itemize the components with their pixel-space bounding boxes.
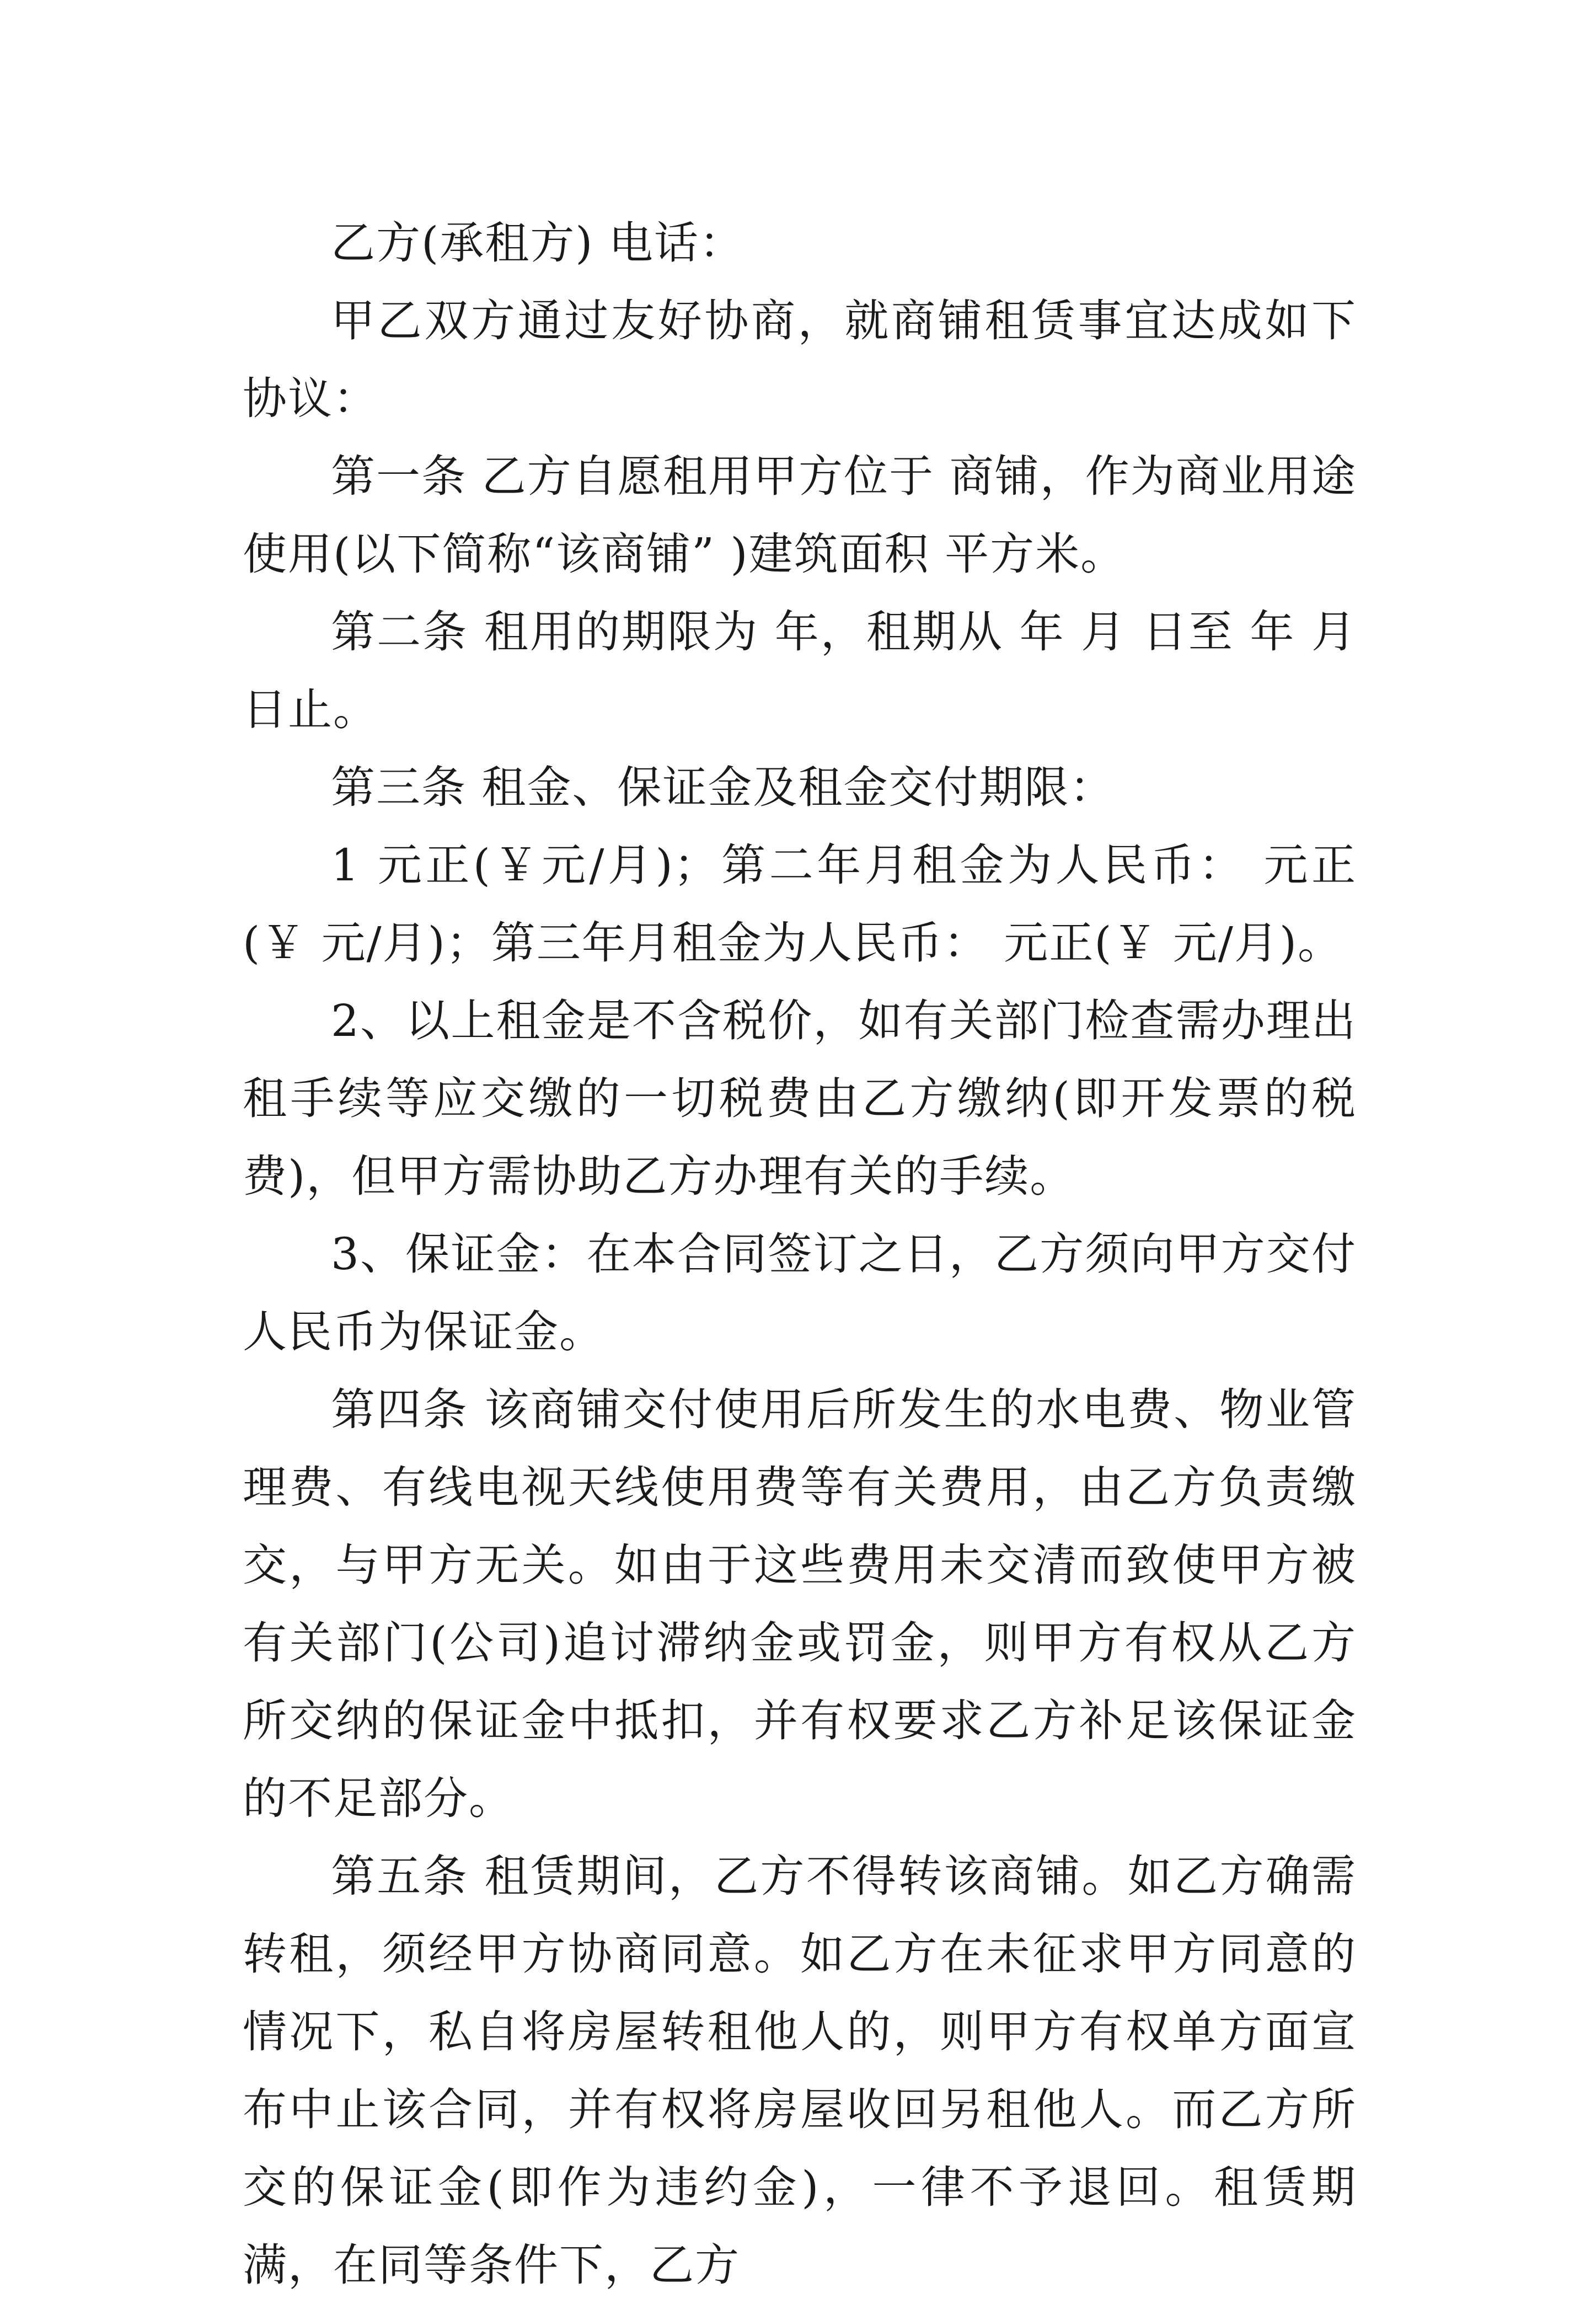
paragraph-article-3: 第三条 租金、保证金及租金交付期限：: [331, 762, 1115, 813]
paragraph-article-4: 第四条 该商铺交付使用后所发生的水电费、物业管理费、有线电视天线使用费等有关费用，由乙方负责缴交，与甲方无关。如由于这些费用未交清而致使甲方被有关部门(公司)追讨滞纳金或罚金，则甲方有权从乙方所交纳的保证金中抵扣，并有权要求乙方补足该保证金的不足部分。: [243, 1384, 1357, 1824]
paragraph-article-5: 第五条 租赁期间，乙方不得转该商铺。如乙方确需转租，须经甲方协商同意。如乙方在未征求甲方同意的情况下，私自将房屋转租他人的，则甲方有权单方面宣布中止该合同，并有权将房屋收回另租他人。而乙方所交的保证金(即作为违约金)，一律不予退回。租赁期满，在同等条件下，乙方: [243, 1851, 1357, 2291]
paragraph-agreement-intro: 甲乙双方通过友好协商，就商铺租赁事宜达成如下协议：: [243, 295, 1357, 424]
paragraph-tenant-phone: 乙方(承租方) 电话：: [331, 217, 745, 269]
document-body: [243, 204, 1372, 2304]
paragraph-tax-clause: 2、以上租金是不含税价，如有关部门检查需办理出租手续等应交缴的一切税费由乙方缴纳(即开发票的税费)，但甲方需协助乙方办理有关的手续。: [243, 995, 1357, 1202]
paragraph-article-2: 第二条 租用的期限为 年，租期从 年 月 日至 年 月 日止。: [243, 606, 1372, 735]
paragraph-deposit-clause: 3、保证金：在本合同签订之日，乙方须向甲方交付人民币为保证金。: [243, 1228, 1357, 1357]
paragraph-rent-amounts: 1 元正(￥元/月)；第二年月租金为人民币： 元正(￥ 元/月)；第三年月租金为人民币： 元正(￥ 元/月)。: [243, 840, 1357, 969]
paragraph-article-1: 第一条 乙方自愿租用甲方位于 商铺，作为商业用途使用(以下简称“该商铺” )建筑面积 平方米。: [243, 451, 1357, 580]
